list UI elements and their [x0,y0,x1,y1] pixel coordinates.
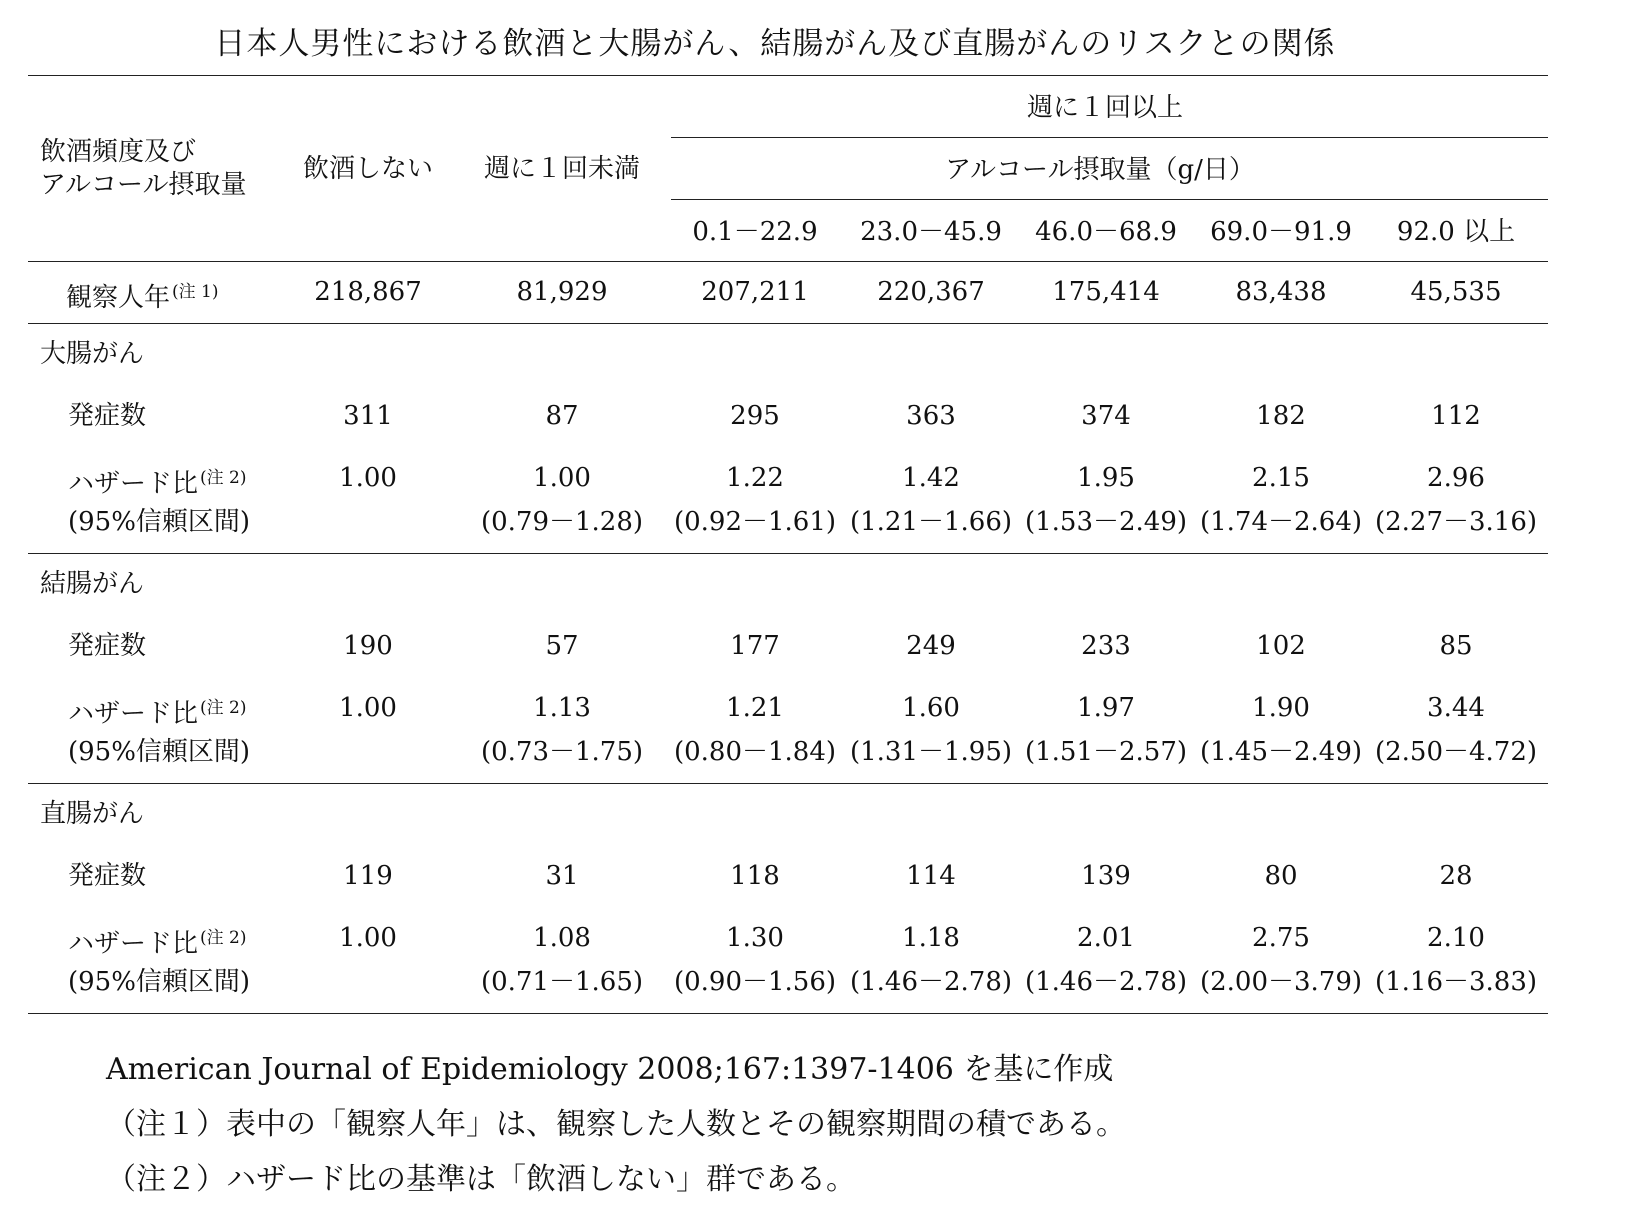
hazard-ratio-value: 1.00 [533,463,591,493]
hazard-ratio-value: 3.44 [1427,693,1485,723]
hazard-ratio-label-text: ハザード比 [68,929,199,959]
cases-value: 102 [1256,631,1306,661]
footnote-1: （注１）表中の「観察人年」は、観察した人数とその観察期間の積である。 [106,1107,1126,1142]
hazard-ratio-value: 1.95 [1077,463,1135,493]
group-header-weekly: 週に１回以上 [1026,93,1184,123]
ci-value: (0.79－1.28) [480,507,644,537]
person-years-value: 175,414 [1052,277,1160,307]
cases-value: 119 [343,861,393,891]
ci-value: (0.80－1.84) [673,737,837,767]
note-ref-1: (注 1) [172,282,219,302]
intake-bin-header: 69.0－91.9 [1210,217,1352,247]
top-rule [28,75,1548,76]
hazard-ratio-value: 1.00 [339,693,397,723]
hazard-ratio-label [68,463,247,499]
ci-value: (1.31－1.95) [849,737,1013,767]
ci-value: (1.45－2.49) [1199,737,1363,767]
cases-value: 233 [1081,631,1131,661]
person-years-value: 45,535 [1410,277,1502,307]
cases-label: 発症数 [68,861,147,891]
hazard-ratio-value: 1.97 [1077,693,1135,723]
hazard-ratio-value: 1.00 [339,463,397,493]
hazard-ratio-value: 1.30 [726,923,784,953]
hazard-ratio-value: 1.00 [339,923,397,953]
person-years-value: 220,367 [877,277,985,307]
cases-value: 80 [1264,861,1298,891]
person-years-value: 207,211 [701,277,809,307]
person-years-value: 218,867 [314,277,422,307]
cases-value: 295 [730,401,780,431]
hazard-ratio-value: 1.90 [1252,693,1310,723]
cases-value: 57 [545,631,579,661]
cases-value: 177 [730,631,780,661]
hazard-ratio-value: 1.60 [902,693,960,723]
hazard-ratio-value: 1.08 [533,923,591,953]
cases-value: 311 [343,401,393,431]
person-years-label-text: 観察人年 [66,283,171,313]
cases-value: 249 [906,631,956,661]
ci-label: (95%信頼区間) [68,967,251,997]
header-rule [28,261,1548,262]
person-years-label [66,277,219,313]
cases-label: 発症数 [68,401,147,431]
cases-value: 114 [906,861,956,891]
hazard-ratio-label [68,923,247,959]
ci-value: (0.71－1.65) [480,967,644,997]
intake-bin-header: 46.0－68.9 [1035,217,1177,247]
hazard-ratio-value: 2.15 [1252,463,1310,493]
source-citation: American Journal of Epidemiology 2008;167:1397-1406 を基に作成 [106,1052,1114,1087]
hazard-ratio-value: 1.21 [726,693,784,723]
table-title: 日本人男性における飲酒と大腸がん、結腸がん及び直腸がんのリスクとの関係 [214,26,1336,62]
cases-value: 182 [1256,401,1306,431]
group-rule [671,137,1548,138]
section-name: 結腸がん [40,569,145,599]
cases-value: 139 [1081,861,1131,891]
ci-value: (1.53－2.49) [1024,507,1188,537]
person-years-value: 83,438 [1235,277,1327,307]
cases-value: 190 [343,631,393,661]
ci-value: (1.51－2.57) [1024,737,1188,767]
cases-value: 374 [1081,401,1131,431]
section-rule-1 [28,553,1548,554]
ci-value: (1.21－1.66) [849,507,1013,537]
note-ref-2: (注 2) [200,698,247,718]
cases-value: 363 [906,401,956,431]
intake-bin-header: 23.0－45.9 [860,217,1002,247]
hazard-ratio-value: 2.96 [1427,463,1485,493]
ci-value: (2.00－3.79) [1199,967,1363,997]
hazard-ratio-value: 2.10 [1427,923,1485,953]
ci-value: (1.46－2.78) [1024,967,1188,997]
hazard-ratio-value: 1.13 [533,693,591,723]
person-years-value: 81,929 [516,277,608,307]
cases-value: 31 [545,861,579,891]
note-ref-2: (注 2) [200,468,247,488]
section-name: 直腸がん [40,799,145,829]
row-label-header-1: 飲酒頻度及び [40,137,197,167]
cases-value: 85 [1439,631,1473,661]
hazard-ratio-label [68,693,247,729]
section-rule-2 [28,783,1548,784]
hazard-ratio-value: 1.22 [726,463,784,493]
hazard-ratio-value: 1.18 [902,923,960,953]
person-years-rule [28,323,1548,324]
ci-value: (0.73－1.75) [480,737,644,767]
ci-value: (2.27－3.16) [1374,507,1538,537]
ci-label: (95%信頼区間) [68,507,251,537]
hazard-ratio-label-text: ハザード比 [68,699,199,729]
subgroup-header-intake: アルコール摂取量（g/日） [945,155,1255,185]
cases-value: 87 [545,401,579,431]
subgroup-rule [671,199,1548,200]
note-ref-2: (注 2) [200,928,247,948]
row-label-header-2: アルコール摂取量 [40,170,247,200]
cases-value: 28 [1439,861,1473,891]
bottom-rule [28,1013,1548,1014]
ci-value: (1.46－2.78) [849,967,1013,997]
ci-value: (1.16－3.83) [1374,967,1538,997]
hazard-ratio-value: 2.01 [1077,923,1135,953]
hazard-ratio-label-text: ハザード比 [68,469,199,499]
col-header-less-weekly: 週に１回未満 [483,154,641,184]
section-name: 大腸がん [40,339,145,369]
cases-value: 118 [730,861,780,891]
cases-label: 発症数 [68,631,147,661]
hazard-ratio-value: 2.75 [1252,923,1310,953]
intake-bin-header: 92.0 以上 [1396,217,1516,247]
ci-value: (2.50－4.72) [1374,737,1538,767]
cases-value: 112 [1431,401,1481,431]
intake-bin-header: 0.1－22.9 [692,217,818,247]
footnote-2: （注２）ハザード比の基準は「飲酒しない」群である。 [106,1162,856,1197]
ci-label: (95%信頼区間) [68,737,251,767]
ci-value: (0.92－1.61) [673,507,837,537]
hazard-ratio-value: 1.42 [902,463,960,493]
col-header-never: 飲酒しない [302,154,434,184]
ci-value: (0.90－1.56) [673,967,837,997]
ci-value: (1.74－2.64) [1199,507,1363,537]
